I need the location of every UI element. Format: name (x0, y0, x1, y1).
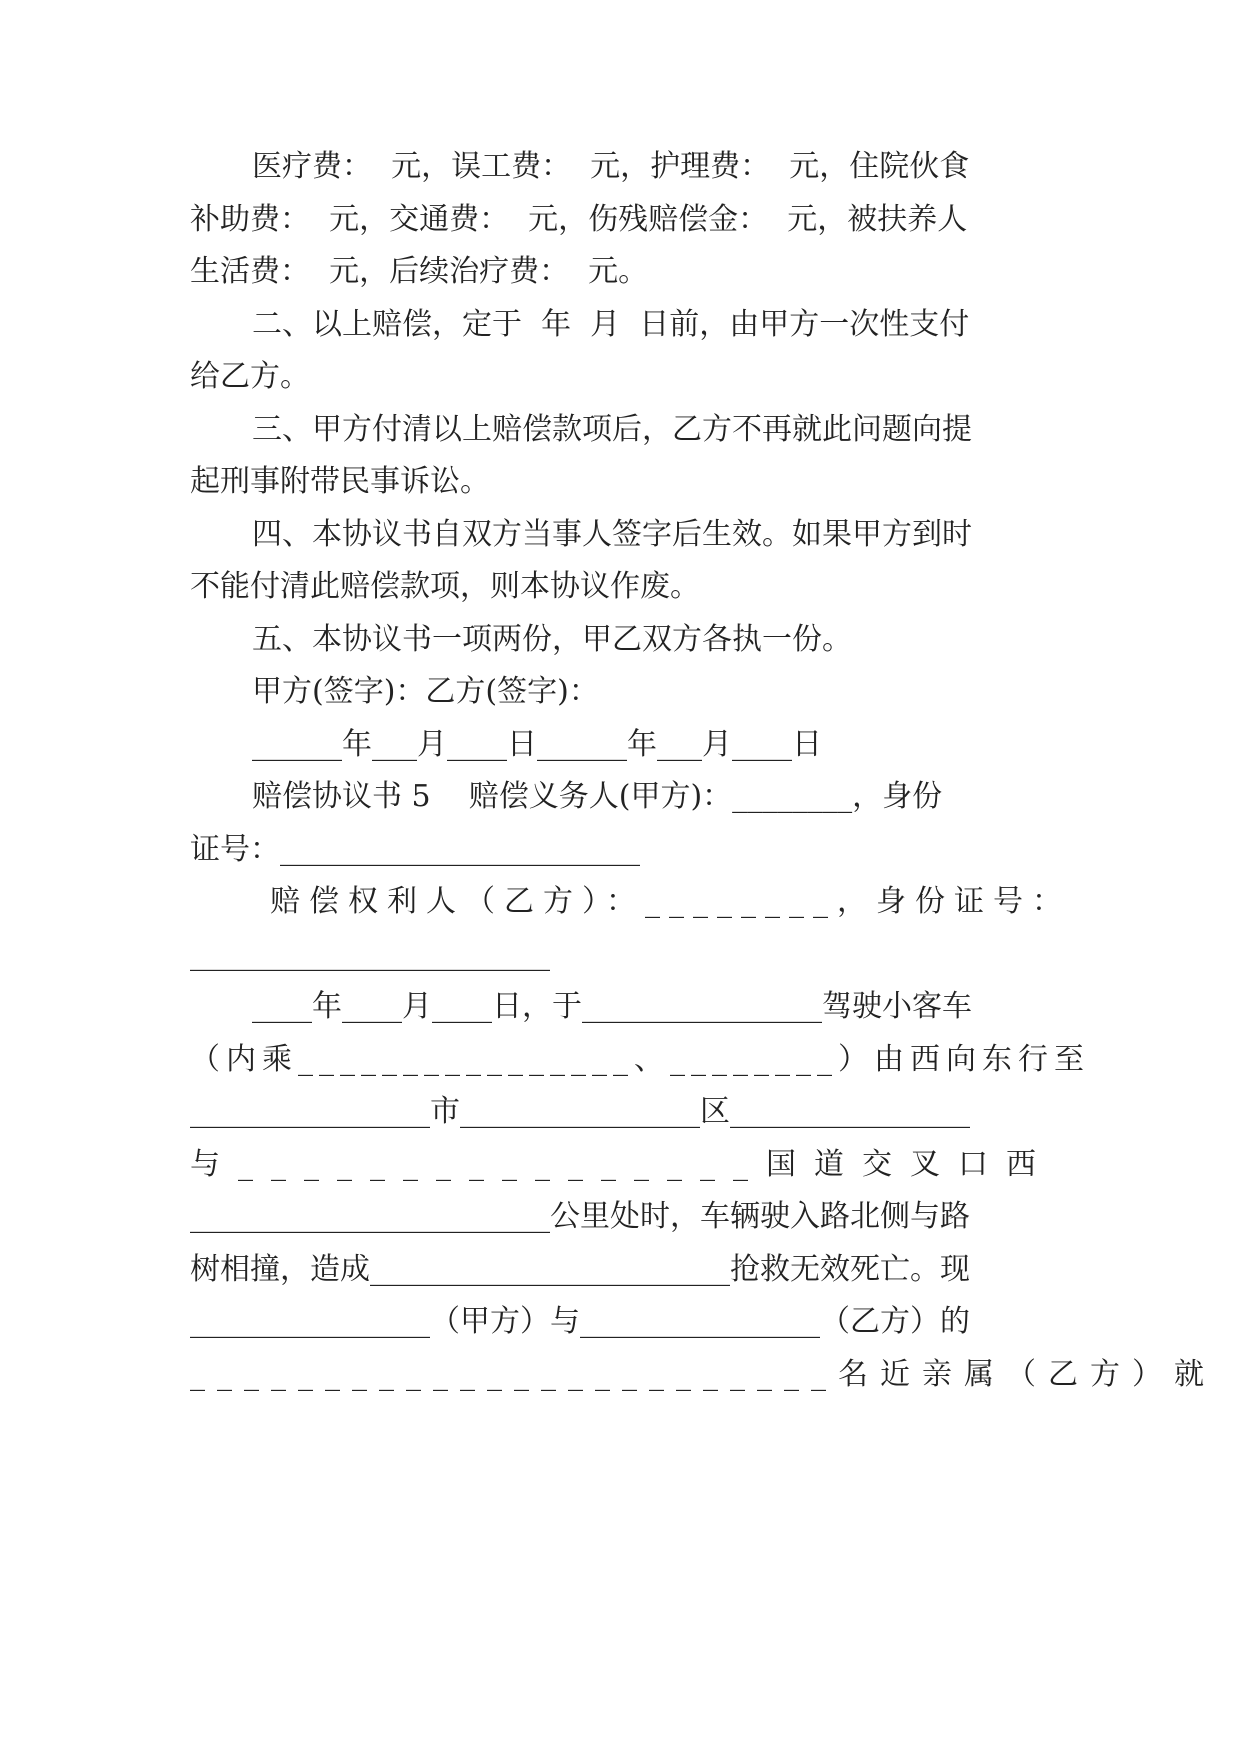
text-line: 四、本协议书自双方当事人签字后生效。如果甲方到时 (252, 517, 972, 552)
date-line: ______年___月____日______年___月____日 (252, 727, 822, 762)
text-line: 五、本协议书一项两份，甲乙双方各执一份。 (252, 622, 852, 657)
text-line: （内乘________________、________）由西向东行至 (190, 1042, 1090, 1077)
text-line: 生活费： 元，后续治疗费： 元。 (190, 254, 649, 289)
text-line: ________________（甲方）与________________（乙方）的 (190, 1304, 970, 1339)
signature-line: 甲方(签字)：乙方(签字)： (252, 674, 599, 709)
text-line: ____年____月____日，于________________驾驶小客车 (252, 989, 972, 1024)
text-line: 树相撞，造成________________________抢救无效死亡。现 (190, 1252, 970, 1287)
text-line: ________________市________________区________________ (190, 1094, 970, 1129)
text-line: 三、甲方付清以上赔偿款项后，乙方不再就此问题向提 (252, 412, 972, 447)
text-line: 起刑事附带民事诉讼。 (190, 464, 490, 499)
text-line: ________________________ (190, 937, 550, 972)
text-line: 证号：________________________ (190, 832, 640, 867)
text-line: 二、以上赔偿，定于 年 月 日前，由甲方一次性支付 (252, 307, 970, 342)
text-line: 医疗费： 元，误工费： 元，护理费： 元，住院伙食 (252, 149, 970, 184)
section-heading-line: 赔偿协议书 5 赔偿义务人(甲方)：________，身份 (252, 779, 943, 814)
text-line: 补助费： 元，交通费： 元，伤残赔偿金： 元，被扶养人 (190, 202, 968, 237)
text-line: ________________________名近亲属（乙方）就 (190, 1357, 1216, 1392)
text-line: 与________________国道交叉口西 (190, 1147, 1054, 1182)
text-line: 给乙方。 (190, 359, 310, 394)
text-line: ________________________公里处时，车辆驶入路北侧与路 (190, 1199, 970, 1234)
text-line: 赔偿权利人（乙方）：________，身份证号： (270, 884, 1071, 919)
text-line: 不能付清此赔偿款项，则本协议作废。 (190, 569, 700, 604)
